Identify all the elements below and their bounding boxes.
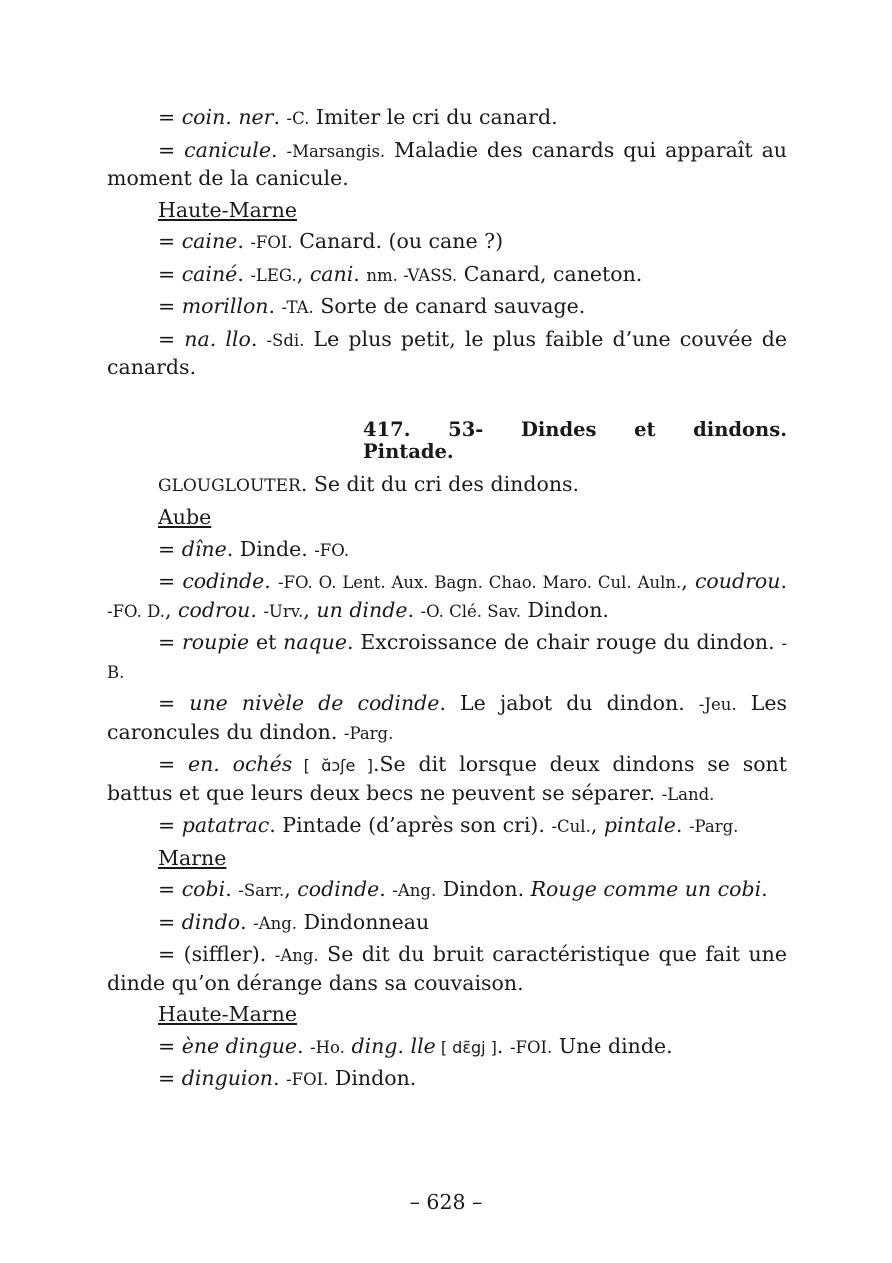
page-body — [107, 104, 787, 1098]
heading-word-1: Dindes — [520, 417, 597, 441]
region-haute-marne-2: Haute-Marne — [158, 1002, 297, 1026]
page-number: – 628 – — [409, 1190, 483, 1214]
entry-dindo: = dindo. -Ang. Dindonneau — [158, 909, 430, 934]
region-haute-marne-1: Haute-Marne — [158, 197, 297, 222]
section-heading — [363, 419, 787, 463]
entry-cobi: = cobi. -Sarr., codinde. -Ang. Dindon. Rouge comme un cobi. — [158, 877, 768, 901]
heading-number: 417. — [363, 417, 411, 441]
entry-caine-cani: = cainé. -LEG., cani. nm. -VASS. Canard, caneton. — [158, 261, 643, 286]
entry-patatrac: = patatrac. Pintade (d’après son cri). -Cul., pintale. -Parg. — [158, 813, 739, 837]
entry-coin-ner: = coin. ner. -C. Imiter le cri du canard. — [158, 105, 558, 129]
heading-subnumber: 53- — [448, 417, 484, 441]
entry-siffler: = (siffler). -Ang. Se dit du bruit caractéristique que fait une dinde qu’on dérange dans sa couvaison. — [107, 942, 787, 995]
entry-canicule: = canicule. -Marsangis. Maladie des canards qui apparaît au moment de la canicule. — [107, 137, 787, 190]
entry-en-oches: = en. ochés [ ɑ̆ɔʃe ].Se dit lorsque deux dindons se sont battus et que leurs deux becs ne peuvent se séparer. -Land. — [107, 752, 787, 805]
entry-caine: = caine. -FOI. Canard. (ou cane ?) — [158, 229, 504, 253]
entry-morillon: = morillon. -TA. Sorte de canard sauvage. — [158, 294, 586, 318]
entry-dinguion: = dinguion. -FOI. Dindon. — [158, 1066, 417, 1090]
region-marne: Marne — [158, 845, 227, 870]
heading-word-3: dindons. — [693, 417, 787, 441]
entry-dine: = dîne. Dinde. -FO. — [158, 536, 350, 561]
region-aube: Aube — [158, 505, 212, 529]
entry-nivele: = une nivèle de codinde. Le jabot du dindon. -Jeu. Les caroncules du dindon. -Parg. — [107, 691, 787, 744]
heading-word-2: et — [634, 417, 656, 441]
heading-line-2: Pintade. — [363, 439, 454, 463]
entry-ene-dingue: = ène dingue. -Ho. ding. lle [ dɛ̃gj ]. -FOI. Une dinde. — [158, 1033, 673, 1058]
entry-glouglouter: GLOUGLOUTER. Se dit du cri des dindons. — [158, 471, 580, 496]
entry-na-llo: = na. llo. -Sdi. Le plus petit, le plus faible d’une couvée de canards. — [107, 326, 787, 379]
entry-codinde: = codinde. -FO. O. Lent. Aux. Bagn. Chao. Maro. Cul. Auln., coudrou. -FO. D., codrou. -Urv., un dinde. -O. Clé. Sav. Dindon. — [107, 569, 787, 622]
entry-roupie: = roupie et naque. Excroissance de chair rouge du dindon. -B. — [107, 630, 788, 682]
